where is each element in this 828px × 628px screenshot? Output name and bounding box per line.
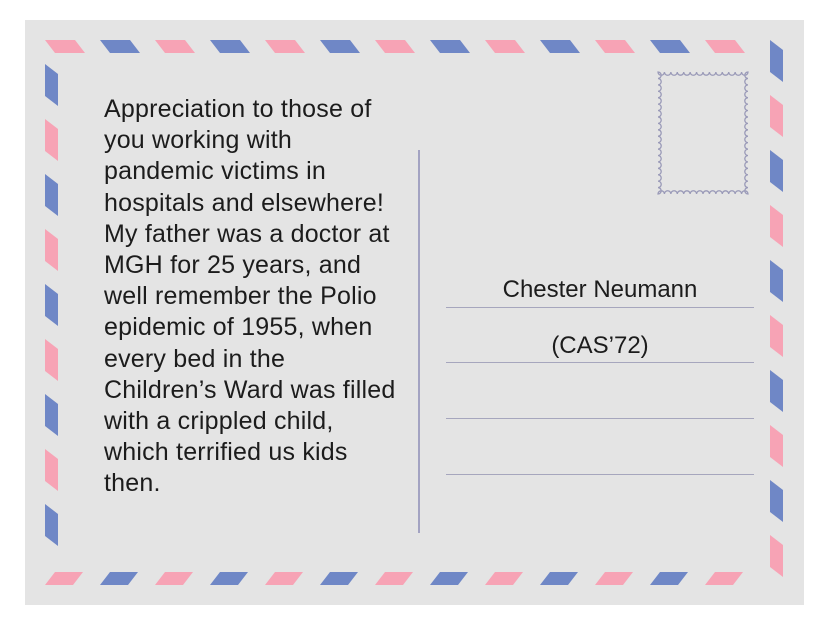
airmail-stripe: [210, 40, 250, 53]
airmail-stripe: [45, 504, 58, 546]
airmail-stripe: [770, 425, 783, 467]
airmail-stripe: [650, 572, 688, 585]
airmail-stripe: [770, 260, 783, 302]
address-line-name: Chester Neumann: [502, 276, 698, 303]
airmail-stripe: [705, 572, 743, 585]
airmail-stripe: [595, 40, 635, 53]
airmail-stripe: [485, 572, 523, 585]
airmail-stripe: [375, 40, 415, 53]
address-rule-4: [446, 474, 754, 475]
airmail-stripe: [45, 449, 58, 491]
airmail-stripe: [45, 64, 58, 106]
airmail-stripe: [430, 40, 470, 53]
address-rule-3: [446, 418, 754, 419]
airmail-stripe: [155, 572, 193, 585]
airmail-stripe: [45, 119, 58, 161]
airmail-stripe: [320, 572, 358, 585]
airmail-stripe: [770, 315, 783, 357]
airmail-stripe: [540, 572, 578, 585]
airmail-stripe: [650, 40, 690, 53]
airmail-stripe: [375, 572, 413, 585]
airmail-stripe: [320, 40, 360, 53]
airmail-stripe: [770, 150, 783, 192]
address-rule-2: [446, 362, 754, 363]
airmail-stripe: [770, 480, 783, 522]
airmail-stripe: [45, 339, 58, 381]
airmail-stripe: [45, 174, 58, 216]
airmail-stripe: [540, 40, 580, 53]
airmail-stripe: [430, 572, 468, 585]
airmail-stripe: [770, 205, 783, 247]
airmail-stripe: [45, 394, 58, 436]
airmail-stripe: [210, 572, 248, 585]
address-rule-1: [446, 307, 754, 308]
airmail-stripe: [100, 572, 138, 585]
airmail-stripe: [705, 40, 745, 53]
airmail-stripe: [45, 284, 58, 326]
airmail-stripe: [770, 40, 783, 82]
airmail-stripe: [265, 40, 305, 53]
airmail-stripe: [45, 229, 58, 271]
airmail-stripe: [485, 40, 525, 53]
airmail-stripe: [770, 370, 783, 412]
postcard-divider: [418, 150, 420, 533]
airmail-stripe: [265, 572, 303, 585]
airmail-stripe: [45, 572, 83, 585]
stamp-placeholder: [654, 68, 752, 198]
airmail-stripe: [770, 95, 783, 137]
airmail-stripe: [45, 40, 85, 53]
airmail-stripe: [595, 572, 633, 585]
airmail-stripe: [770, 535, 783, 577]
airmail-stripe: [155, 40, 195, 53]
address-line-class: (CAS’72): [551, 332, 649, 359]
postcard-message: Appreciation to those of you working with pandemic victims in hospitals and elsewhere! My father was a doctor at MGH for 25 years, and well remember the Polio epidemic of 1955, when every bed in the Children’s Ward was filled with a crippled child, which terrified us kids then.: [104, 95, 396, 498]
airmail-stripe: [100, 40, 140, 53]
